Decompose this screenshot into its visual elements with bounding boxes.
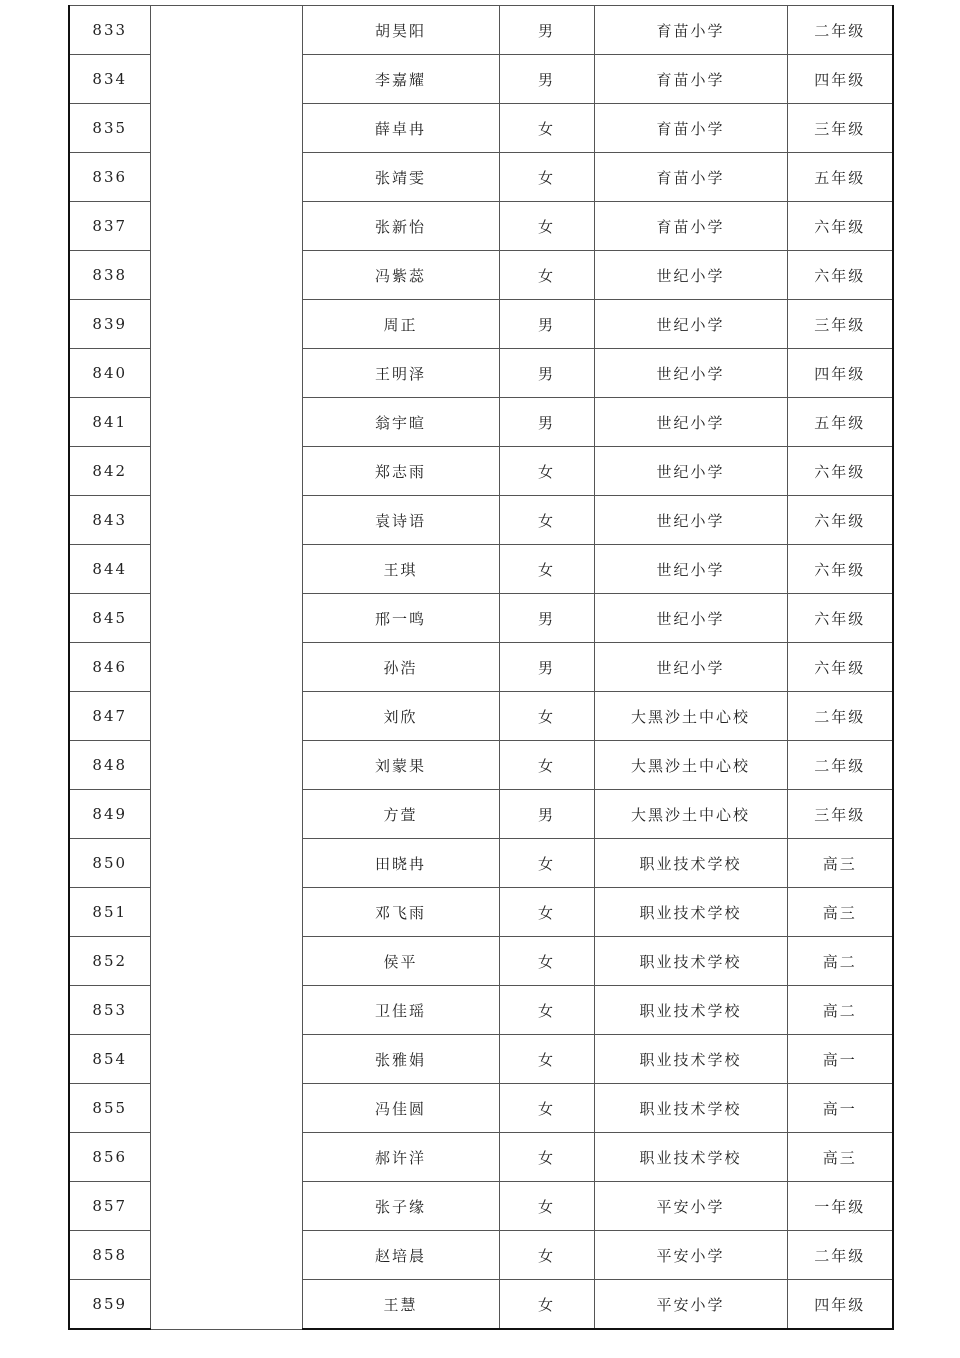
student-name: 邓飞雨 (302, 888, 499, 937)
student-name: 郝许洋 (302, 1133, 499, 1182)
student-gender: 女 (499, 251, 594, 300)
student-school: 育苗小学 (594, 55, 787, 104)
row-number: 836 (69, 153, 150, 202)
student-grade: 四年级 (787, 1280, 893, 1330)
row-number: 849 (69, 790, 150, 839)
student-name: 田晓冉 (302, 839, 499, 888)
student-school: 育苗小学 (594, 104, 787, 153)
student-name: 李嘉耀 (302, 55, 499, 104)
table-row (69, 6, 893, 55)
student-gender: 女 (499, 741, 594, 790)
row-number: 837 (69, 202, 150, 251)
student-name: 翁宇暄 (302, 398, 499, 447)
student-grade: 六年级 (787, 594, 893, 643)
student-gender: 男 (499, 398, 594, 447)
student-gender: 男 (499, 6, 594, 55)
student-grade: 高一 (787, 1035, 893, 1084)
student-name: 刘蒙果 (302, 741, 499, 790)
student-school: 世纪小学 (594, 447, 787, 496)
student-grade: 一年级 (787, 1182, 893, 1231)
student-gender: 女 (499, 1280, 594, 1330)
row-number: 854 (69, 1035, 150, 1084)
student-school: 职业技术学校 (594, 937, 787, 986)
student-name: 王明泽 (302, 349, 499, 398)
student-grade: 六年级 (787, 251, 893, 300)
student-gender: 女 (499, 1084, 594, 1133)
student-school: 世纪小学 (594, 643, 787, 692)
row-number: 833 (69, 6, 150, 55)
student-grade: 高一 (787, 1084, 893, 1133)
student-school: 职业技术学校 (594, 986, 787, 1035)
student-name: 王慧 (302, 1280, 499, 1330)
student-name: 方萱 (302, 790, 499, 839)
student-gender: 女 (499, 986, 594, 1035)
student-name: 侯平 (302, 937, 499, 986)
student-gender: 女 (499, 104, 594, 153)
student-school: 职业技术学校 (594, 1035, 787, 1084)
row-number: 842 (69, 447, 150, 496)
row-number: 843 (69, 496, 150, 545)
student-grade: 高三 (787, 839, 893, 888)
student-gender: 女 (499, 1182, 594, 1231)
student-roster-table (68, 5, 894, 1330)
student-grade: 二年级 (787, 741, 893, 790)
student-name: 郑志雨 (302, 447, 499, 496)
student-grade: 四年级 (787, 55, 893, 104)
student-gender: 男 (499, 643, 594, 692)
student-grade: 六年级 (787, 643, 893, 692)
student-name: 薛卓冉 (302, 104, 499, 153)
student-school: 大黑沙土中心校 (594, 741, 787, 790)
student-school: 世纪小学 (594, 300, 787, 349)
student-school: 平安小学 (594, 1280, 787, 1330)
row-number: 840 (69, 349, 150, 398)
student-gender: 女 (499, 496, 594, 545)
student-name: 胡昊阳 (302, 6, 499, 55)
student-grade: 五年级 (787, 398, 893, 447)
student-gender: 女 (499, 1133, 594, 1182)
student-grade: 六年级 (787, 202, 893, 251)
student-name: 周正 (302, 300, 499, 349)
student-school: 育苗小学 (594, 6, 787, 55)
student-name: 赵培晨 (302, 1231, 499, 1280)
student-name: 冯佳圆 (302, 1084, 499, 1133)
row-number: 850 (69, 839, 150, 888)
student-gender: 女 (499, 692, 594, 741)
student-gender: 男 (499, 55, 594, 104)
student-school: 职业技术学校 (594, 888, 787, 937)
student-name: 孙浩 (302, 643, 499, 692)
row-number: 859 (69, 1280, 150, 1330)
row-number: 845 (69, 594, 150, 643)
student-grade: 四年级 (787, 349, 893, 398)
student-school: 职业技术学校 (594, 1133, 787, 1182)
student-school: 职业技术学校 (594, 1084, 787, 1133)
student-school: 世纪小学 (594, 545, 787, 594)
student-grade: 高三 (787, 888, 893, 937)
student-name: 邢一鸣 (302, 594, 499, 643)
student-grade: 二年级 (787, 6, 893, 55)
student-school: 平安小学 (594, 1182, 787, 1231)
row-number: 835 (69, 104, 150, 153)
student-name: 冯紫蕊 (302, 251, 499, 300)
student-gender: 女 (499, 1231, 594, 1280)
student-name: 张靖雯 (302, 153, 499, 202)
student-gender: 男 (499, 790, 594, 839)
row-number: 858 (69, 1231, 150, 1280)
student-grade: 高二 (787, 937, 893, 986)
student-school: 职业技术学校 (594, 839, 787, 888)
student-name: 张新怡 (302, 202, 499, 251)
student-grade: 六年级 (787, 545, 893, 594)
student-name: 袁诗语 (302, 496, 499, 545)
student-grade: 二年级 (787, 692, 893, 741)
row-number: 853 (69, 986, 150, 1035)
student-name: 刘欣 (302, 692, 499, 741)
group-cell (150, 6, 302, 1330)
student-gender: 女 (499, 153, 594, 202)
student-gender: 男 (499, 594, 594, 643)
student-grade: 六年级 (787, 447, 893, 496)
student-school: 大黑沙土中心校 (594, 692, 787, 741)
student-school: 平安小学 (594, 1231, 787, 1280)
student-school: 育苗小学 (594, 153, 787, 202)
student-name: 卫佳瑶 (302, 986, 499, 1035)
row-number: 855 (69, 1084, 150, 1133)
student-gender: 女 (499, 839, 594, 888)
student-grade: 三年级 (787, 104, 893, 153)
student-name: 张雅娟 (302, 1035, 499, 1084)
student-gender: 女 (499, 545, 594, 594)
student-school: 世纪小学 (594, 496, 787, 545)
row-number: 841 (69, 398, 150, 447)
student-gender: 女 (499, 447, 594, 496)
student-grade: 二年级 (787, 1231, 893, 1280)
row-number: 844 (69, 545, 150, 594)
student-gender: 男 (499, 300, 594, 349)
student-gender: 女 (499, 1035, 594, 1084)
row-number: 847 (69, 692, 150, 741)
row-number: 839 (69, 300, 150, 349)
row-number: 834 (69, 55, 150, 104)
student-school: 大黑沙土中心校 (594, 790, 787, 839)
student-gender: 男 (499, 349, 594, 398)
student-school: 世纪小学 (594, 594, 787, 643)
row-number: 848 (69, 741, 150, 790)
row-number: 857 (69, 1182, 150, 1231)
row-number: 846 (69, 643, 150, 692)
row-number: 838 (69, 251, 150, 300)
roster-body (69, 6, 893, 1330)
student-grade: 五年级 (787, 153, 893, 202)
student-school: 世纪小学 (594, 349, 787, 398)
student-name: 张子缘 (302, 1182, 499, 1231)
row-number: 851 (69, 888, 150, 937)
student-school: 育苗小学 (594, 202, 787, 251)
student-grade: 六年级 (787, 496, 893, 545)
student-gender: 女 (499, 937, 594, 986)
student-gender: 女 (499, 202, 594, 251)
row-number: 852 (69, 937, 150, 986)
student-grade: 高二 (787, 986, 893, 1035)
student-grade: 三年级 (787, 790, 893, 839)
student-grade: 三年级 (787, 300, 893, 349)
student-name: 王琪 (302, 545, 499, 594)
student-school: 世纪小学 (594, 251, 787, 300)
student-school: 世纪小学 (594, 398, 787, 447)
row-number: 856 (69, 1133, 150, 1182)
student-grade: 高三 (787, 1133, 893, 1182)
student-gender: 女 (499, 888, 594, 937)
